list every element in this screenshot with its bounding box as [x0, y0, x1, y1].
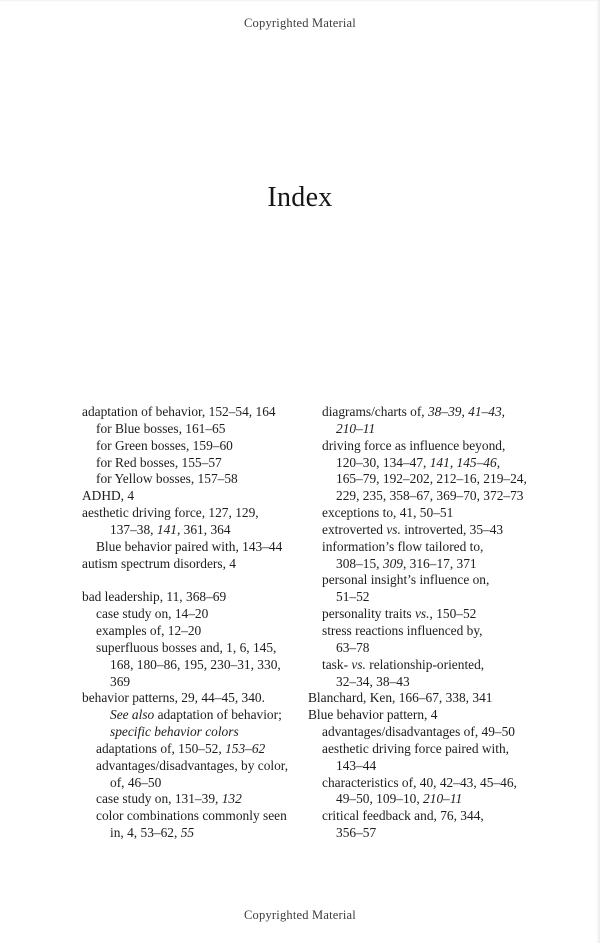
index-line: adaptations of, 150–52, 153–62	[96, 740, 266, 756]
index-line: superfluous bosses and, 1, 6, 145,	[96, 639, 277, 655]
index-line: in, 4, 53–62, 55	[110, 825, 195, 841]
index-line: information’s flow tailored to,	[322, 538, 484, 554]
index-line: Blanchard, Ken, 166–67, 338, 341	[308, 690, 493, 706]
index-line: 49–50, 109–10, 210–11	[336, 791, 463, 807]
index-line: diagrams/charts of, 38–39, 41–43,	[322, 404, 505, 419]
index-line: bad leadership, 11, 368–69	[82, 589, 227, 605]
index-line: stress reactions influenced by,	[322, 622, 483, 638]
index-line: extroverted vs. introverted, 35–43	[322, 521, 504, 537]
index-line: 32–34, 38–43	[336, 673, 410, 689]
index-line: aesthetic driving force, 127, 129,	[82, 505, 259, 521]
index-column-right	[308, 404, 532, 842]
index-line: case study on, 14–20	[96, 606, 209, 622]
index-line: 51–52	[336, 589, 370, 605]
index-line: case study on, 131–39, 132	[96, 791, 242, 807]
index-line: 137–38, 141, 361, 364	[110, 521, 231, 537]
index-line: driving force as influence beyond,	[322, 437, 506, 453]
index-line: 143–44	[336, 757, 377, 773]
index-line: personality traits vs., 150–52	[322, 606, 477, 622]
index-line: 165–79, 192–202, 212–16, 219–24,	[336, 471, 527, 487]
index-line: critical feedback and, 76, 344,	[322, 808, 484, 824]
index-column-left	[82, 404, 306, 842]
copyright-notice-bottom: Copyrighted Material	[244, 908, 356, 922]
index-line: 369	[110, 673, 131, 689]
index-line: Blue behavior paired with, 143–44	[96, 538, 283, 554]
index-line: specific behavior colors	[110, 724, 239, 740]
index-line: 308–15, 309, 316–17, 371	[336, 555, 477, 571]
index-line: Blue behavior pattern, 4	[308, 707, 438, 723]
index-line: See also adaptation of behavior;	[110, 707, 282, 723]
index-line: 356–57	[336, 825, 377, 841]
page-title: Index	[267, 181, 333, 213]
index-line: 210–11	[336, 420, 376, 436]
page-edge-right	[596, 0, 600, 943]
index-line: aesthetic driving force paired with,	[322, 740, 510, 756]
index-line: ADHD, 4	[82, 488, 135, 504]
index-line: of, 46–50	[110, 774, 162, 790]
index-line: 168, 180–86, 195, 230–31, 330,	[110, 656, 281, 672]
index-line: advantages/disadvantages, by color,	[96, 757, 289, 773]
index-line: advantages/disadvantages of, 49–50	[322, 724, 515, 740]
page-edge-top	[0, 0, 600, 2]
index-line: personal insight’s influence on,	[322, 572, 490, 588]
index-line: examples of, 12–20	[96, 622, 202, 638]
index-line: 63–78	[336, 639, 370, 655]
index-line: adaptation of behavior, 152–54, 164	[82, 404, 276, 419]
index-line: autism spectrum disorders, 4	[82, 555, 236, 571]
index-line: exceptions to, 41, 50–51	[322, 505, 454, 521]
index-line: 120–30, 134–47, 141, 145–46,	[336, 454, 501, 470]
copyright-notice-top: Copyrighted Material	[244, 16, 356, 30]
index-line: characteristics of, 40, 42–43, 45–46,	[322, 774, 517, 790]
index-line: color combinations commonly seen	[96, 808, 287, 824]
index-line: for Yellow bosses, 157–58	[96, 471, 238, 487]
index-line: behavior patterns, 29, 44–45, 340.	[82, 690, 265, 706]
index-line: for Green bosses, 159–60	[96, 437, 233, 453]
index-line: for Red bosses, 155–57	[96, 454, 222, 470]
index-line: for Blue bosses, 161–65	[96, 420, 226, 436]
index-line: task- vs. relationship-oriented,	[322, 656, 485, 672]
index-line: 229, 235, 358–67, 369–70, 372–73	[336, 488, 524, 504]
